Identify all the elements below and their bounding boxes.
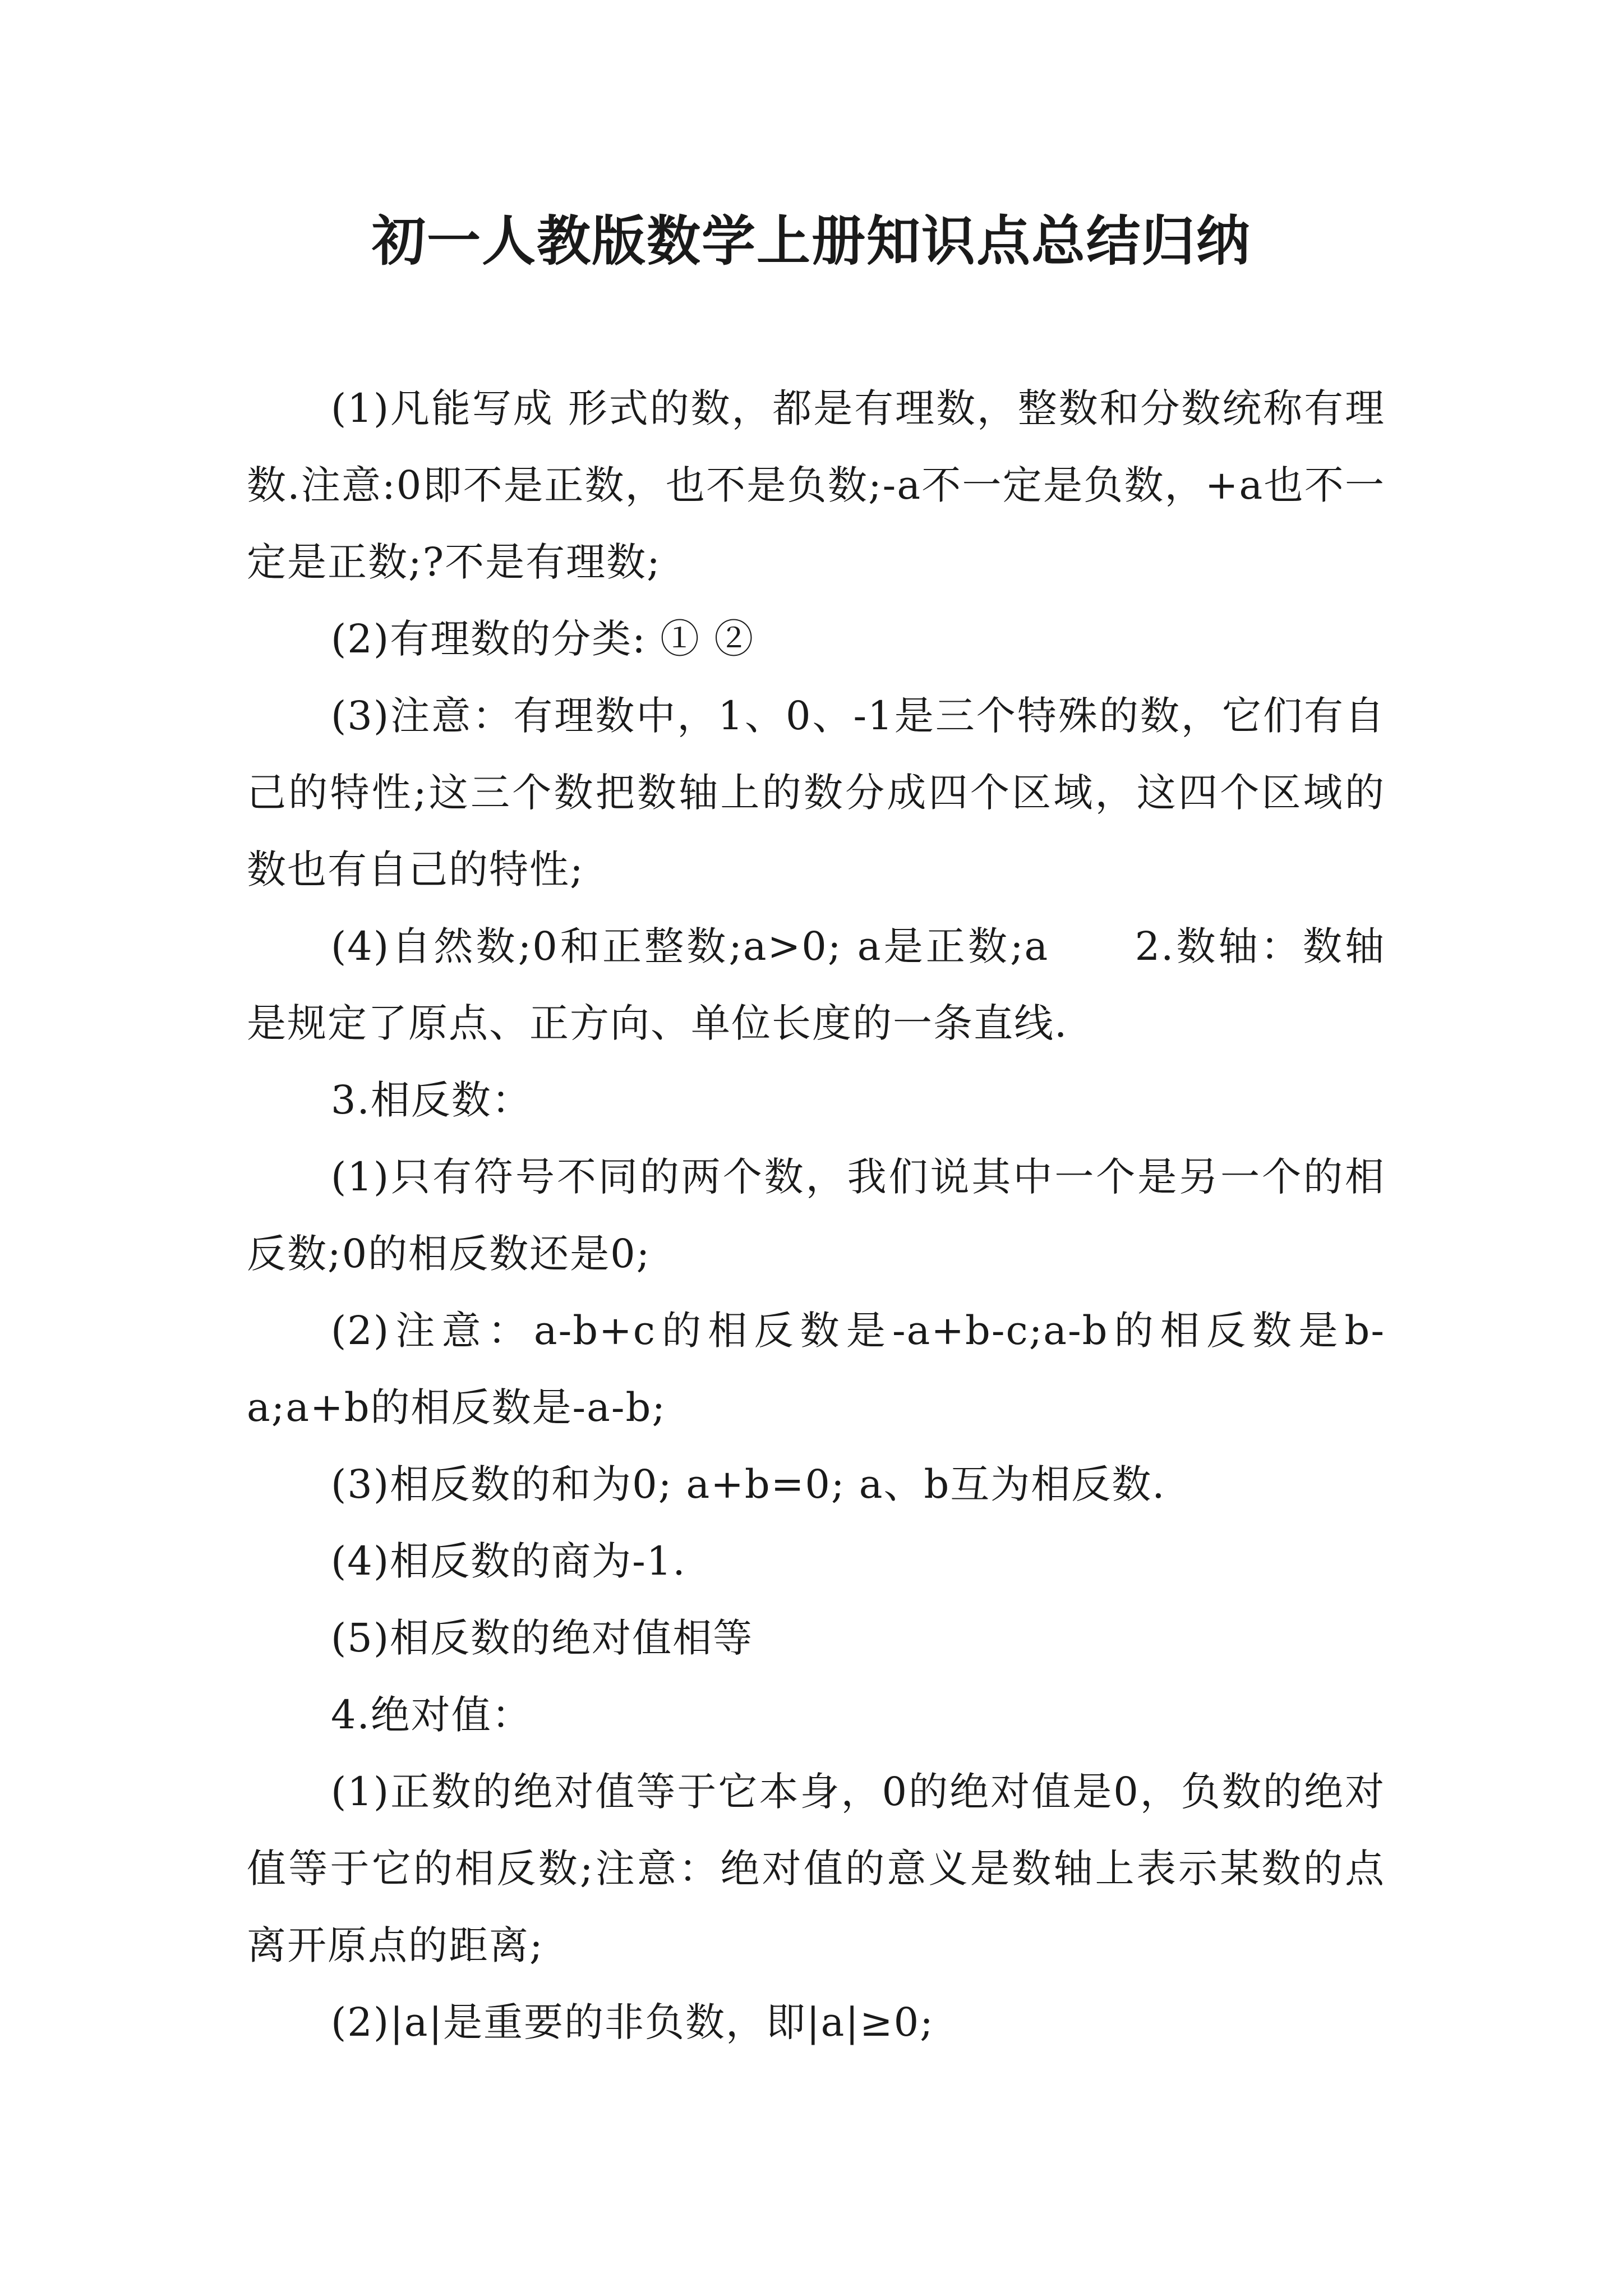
heading-absolute-value: 4.绝对值： (331, 1692, 532, 1738)
paragraph-special-numbers: (3)注意：有理数中，1、0、-1是三个特殊的数，它们有自己的特性;这三个数把数轴上的数分成四个区域，这四个区域的数也有自己的特性; (247, 693, 1385, 892)
document-body (247, 370, 1385, 2061)
paragraph-opposite-sum: (3)相反数的和为0; a+b=0; a、b互为相反数. (331, 1461, 1166, 1507)
document-title: 初一人教版数学上册知识点总结归纳 (372, 210, 1251, 273)
paragraph-absolute-value-nonnegative: (2)|a|是重要的非负数，即|a|≥0; (331, 1999, 934, 2045)
paragraph-rational-number-classification: (2)有理数的分类: ① ② (331, 616, 755, 662)
heading-opposite-numbers: 3.相反数： (331, 1077, 532, 1123)
paragraph-rational-number-definition: (1)凡能写成 形式的数，都是有理数，整数和分数统称有理数.注意:0即不是正数，也不是负数;-a不一定是负数，+a也不一定是正数;?不是有理数; (247, 385, 1385, 585)
paragraph-opposite-note: (2)注意：a-b+c的相反数是-a+b-c;a-b的相反数是b-a;a+b的相反数是-a-b; (247, 1308, 1385, 1430)
paragraph-natural-numbers-number-line: (4)自然数;0和正整数;a>0; a是正数;a 2.数轴：数轴是规定了原点、正方向、单位长度的一条直线. (247, 923, 1385, 1046)
paragraph-opposite-quotient: (4)相反数的商为-1. (331, 1538, 686, 1584)
paragraph-opposite-absolute: (5)相反数的绝对值相等 (331, 1615, 754, 1661)
paragraph-absolute-value-definition: (1)正数的绝对值等于它本身，0的绝对值是0，负数的绝对值等于它的相反数;注意：绝对值的意义是数轴上表示某数的点离开原点的距离; (247, 1769, 1385, 1968)
paragraph-opposite-definition: (1)只有符号不同的两个数，我们说其中一个是另一个的相反数;0的相反数还是0; (247, 1154, 1385, 1277)
